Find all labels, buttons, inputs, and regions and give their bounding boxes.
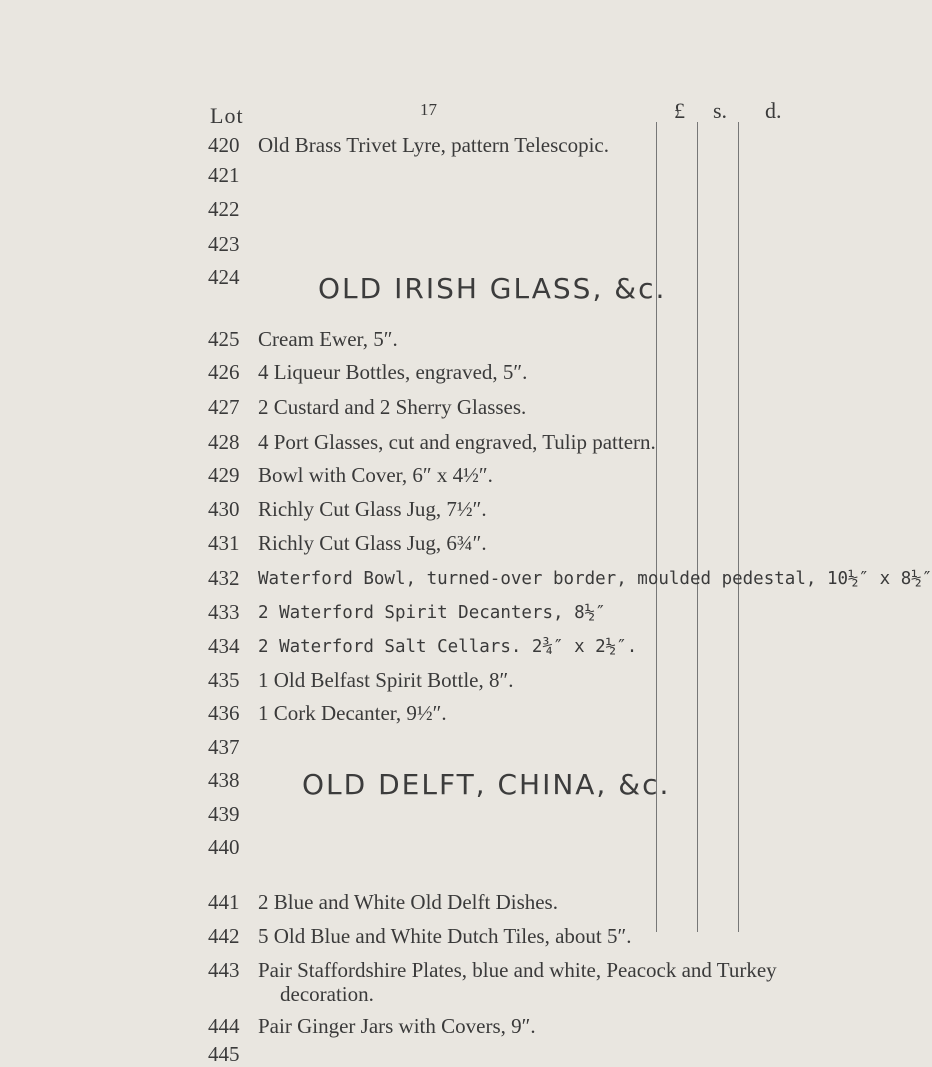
lot-description: 2 Blue and White Old Delft Dishes.	[258, 890, 558, 914]
column-rule-mid	[697, 122, 698, 932]
lot-description: 1 Old Belfast Spirit Bottle, 8″.	[258, 668, 514, 692]
lot-number: 444	[208, 1014, 240, 1038]
lot-number: 423	[208, 232, 240, 256]
lot-number: 442	[208, 924, 240, 948]
lot-column-header: Lot	[210, 103, 244, 128]
lot-number: 443	[208, 958, 240, 982]
column-rule-left	[656, 122, 657, 932]
lot-number: 422	[208, 197, 240, 221]
lot-number: 427	[208, 395, 240, 419]
lot-number: 441	[208, 890, 240, 914]
lot-description: 2 Waterford Salt Cellars. 2¾″ x 2½″.	[258, 637, 638, 657]
lot-description: Cream Ewer, 5″.	[258, 327, 398, 351]
lot-number: 445	[208, 1042, 240, 1066]
column-rule-right	[738, 122, 739, 932]
lot-number: 430	[208, 497, 240, 521]
lot-number: 428	[208, 430, 240, 454]
lot-number: 432	[208, 566, 240, 590]
lot-number: 434	[208, 634, 240, 658]
lot-number: 435	[208, 668, 240, 692]
pence-column-header: d.	[765, 98, 782, 123]
lot-number: 440	[208, 835, 240, 859]
lot-number: 436	[208, 701, 240, 725]
page-number: 17	[420, 100, 437, 119]
lot-number: 420	[208, 133, 240, 157]
lot-description: Richly Cut Glass Jug, 6¾″.	[258, 531, 487, 555]
lot-number: 424	[208, 265, 240, 289]
shillings-column-header: s.	[713, 98, 728, 123]
lot-description: Waterford Bowl, turned-over border, moulded pedestal, 10½″ x 8½″	[258, 569, 932, 589]
lot-number: 438	[208, 768, 240, 792]
lot-number: 429	[208, 463, 240, 487]
lot-number: 421	[208, 163, 240, 187]
section-title-irish-glass: OLD IRISH GLASS, &c.	[318, 272, 667, 305]
pounds-column-header: £	[674, 98, 685, 123]
lot-number: 425	[208, 327, 240, 351]
lot-description: 2 Custard and 2 Sherry Glasses.	[258, 395, 527, 419]
lot-description: 5 Old Blue and White Dutch Tiles, about 5″.	[258, 924, 632, 948]
lot-description: 4 Port Glasses, cut and engraved, Tulip pattern.	[258, 430, 656, 454]
lot-number: 426	[208, 360, 240, 384]
lot-description: Bowl with Cover, 6″ x 4½″.	[258, 463, 493, 487]
lot-description: Old Brass Trivet Lyre, pattern Telescopic.	[258, 133, 610, 157]
lot-description: 4 Liqueur Bottles, engraved, 5″.	[258, 360, 528, 384]
lot-description: Pair Staffordshire Plates, blue and white, Peacock and Turkey	[258, 958, 777, 982]
section-title-delft-china: OLD DELFT, CHINA, &c.	[302, 768, 671, 801]
lot-description: Richly Cut Glass Jug, 7½″.	[258, 497, 487, 521]
lot-description-continued: decoration.	[280, 982, 374, 1006]
lot-description: 1 Cork Decanter, 9½″.	[258, 701, 447, 725]
lot-description: Pair Ginger Jars with Covers, 9″.	[258, 1014, 536, 1038]
lot-number: 437	[208, 735, 240, 759]
lot-number: 439	[208, 802, 240, 826]
lot-number: 433	[208, 600, 240, 624]
lot-number: 431	[208, 531, 240, 555]
lot-description: 2 Waterford Spirit Decanters, 8½″	[258, 603, 606, 623]
